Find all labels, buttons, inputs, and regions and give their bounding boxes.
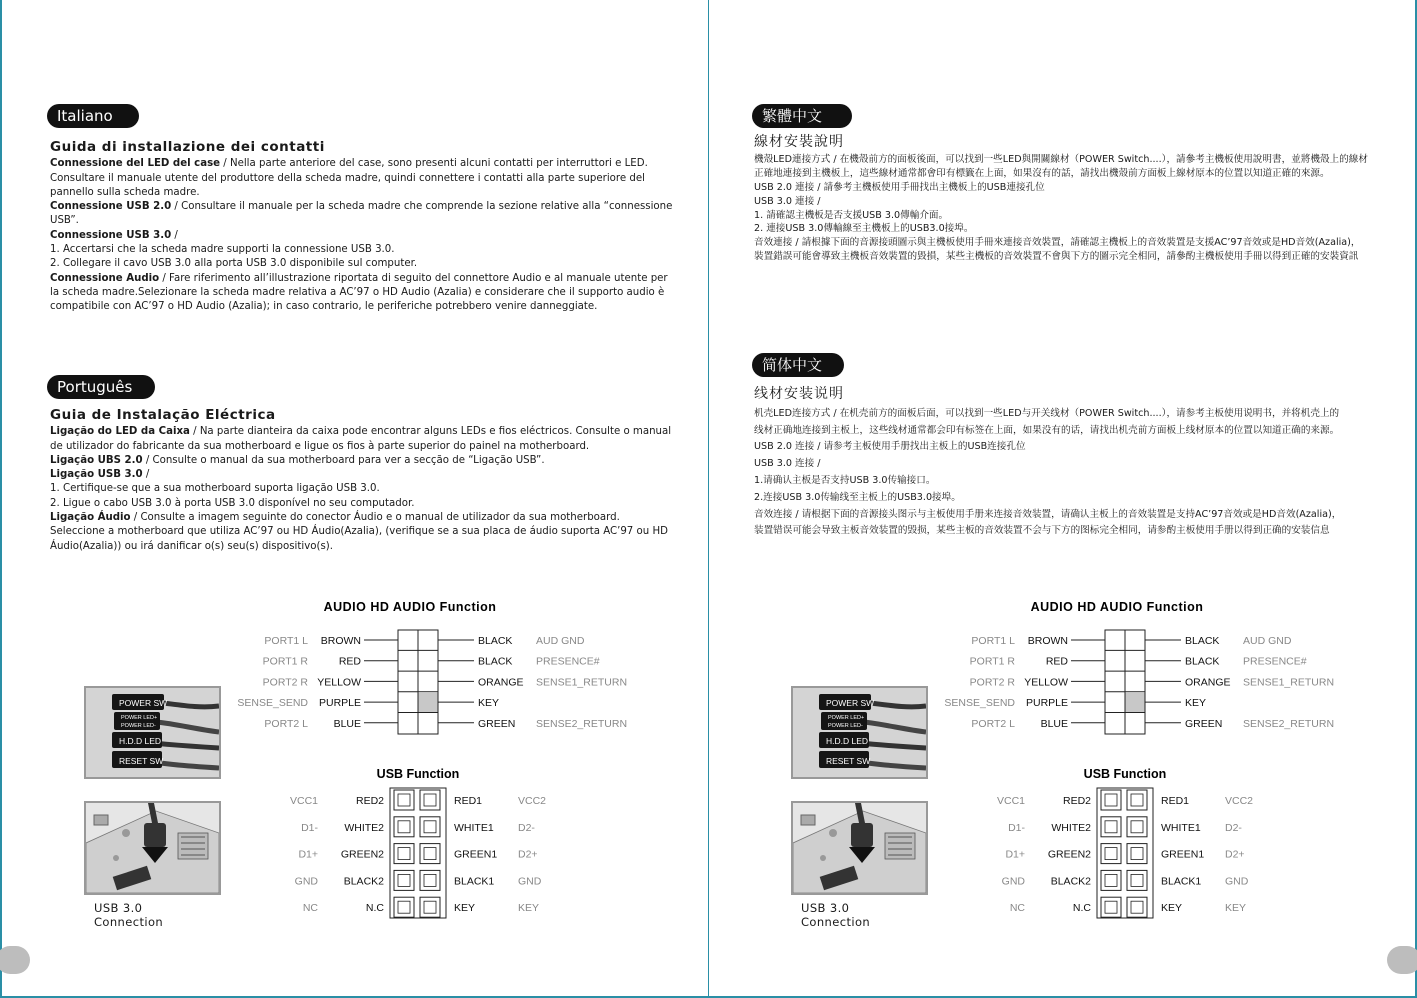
audio-left-label: PORT1 R xyxy=(969,655,1015,668)
portuguese-usb3-step2: 2. Ligue o cabo USB 3.0 à porta USB 3.0 disponível no seu computador. xyxy=(50,497,415,509)
usb-pin xyxy=(1101,870,1121,890)
usb-pinout-diagram xyxy=(270,764,570,920)
audio-function-title: AUDIO HD AUDIO Function xyxy=(1030,600,1204,614)
usb-left-color: WHITE2 xyxy=(344,821,384,834)
audio-right-label: SENSE2_RETURN xyxy=(536,717,628,730)
usb-right-label: VCC2 xyxy=(1225,795,1254,807)
power-led-plus-label: POWER LED+ xyxy=(828,715,865,721)
usb-pin xyxy=(1127,844,1147,864)
usb-right-label: GND xyxy=(518,875,542,888)
italian-led-paragraph: Connessione del LED del case / Nella parte anteriore del case, sono presenti alcuni contatti per interruttori e LED. Consultare il manuale utente del produttore della scheda madre, quindi connettere i contatti alla parte superiore del pannello sulla scheda madre. xyxy=(50,158,648,198)
usb-left-color: RED2 xyxy=(1062,795,1091,807)
usb-right-label: D2- xyxy=(1225,821,1242,834)
audio-right-color: KEY xyxy=(1185,697,1207,710)
usb-left-color: GREEN2 xyxy=(340,848,384,861)
trad-chinese-line1: 機殼LED連接方式 / 在機殼前方的面板後面，可以找到一些LED與開關線材（POWER Switch....），請參考主機板使用說明書，並將機殼上的線材正確地連接到主機板上，這些線材通常都會印有標籤在上面，如果沒有的話，請找出機殼前方面板上線材原本的位置以知道正確的來源。 xyxy=(754,153,1368,179)
usb-right-color: BLACK1 xyxy=(1161,875,1202,888)
trad-chinese-line5: 2. 連接USB 3.0傳輸線至主機板上的USB3.0接埠。 xyxy=(754,223,974,235)
audio-right-color: GREEN xyxy=(1185,717,1223,730)
audio-right-label: SENSE1_RETURN xyxy=(536,676,628,689)
audio-right-label: SENSE2_RETURN xyxy=(1243,717,1335,730)
page-tab-left xyxy=(0,946,30,974)
usb-function-title: USB Function xyxy=(376,767,460,781)
power-led-plus-label: POWER LED+ xyxy=(121,715,158,721)
usb-pin xyxy=(420,817,440,837)
usb-left-label: GND xyxy=(1001,875,1025,888)
usb-right-color: GREEN1 xyxy=(454,848,498,861)
audio-left-label: PORT2 R xyxy=(262,676,308,689)
usb-left-label: GND xyxy=(294,875,318,888)
page-tab-right xyxy=(1387,946,1417,974)
audio-right-color: KEY xyxy=(478,697,500,710)
usb-pin xyxy=(420,870,440,890)
simp-chinese-line2: USB 2.0 连接 / 请参考主板使用手册找出主板上的USB连接孔位 xyxy=(754,441,1026,453)
front-panel-connector-photo xyxy=(84,686,221,779)
usb-right-label: D2+ xyxy=(1225,848,1245,861)
audio-right-color: BLACK xyxy=(478,635,513,647)
lang-label-italian: Italiano xyxy=(47,104,139,128)
usb3-connection-caption: USB 3.0 Connection xyxy=(801,901,871,929)
portuguese-usb3-step1: 1. Certifique-se que a sua motherboard suporta ligação USB 3.0. xyxy=(50,483,380,495)
usb-right-color: WHITE1 xyxy=(1161,821,1201,834)
usb-right-label: D2+ xyxy=(518,848,538,861)
audio-left-color: BROWN xyxy=(1027,635,1068,647)
usb-pin xyxy=(394,897,414,917)
lang-label-portuguese: Português xyxy=(47,375,155,399)
audio-pinout-diagram xyxy=(230,596,650,738)
power-led-minus-label: POWER LED- xyxy=(828,723,863,729)
italian-title: Guida di installazione dei contatti xyxy=(50,139,325,155)
audio-key-pin xyxy=(1126,692,1145,712)
usb-pin xyxy=(1101,817,1121,837)
power-sw-label: POWER SW xyxy=(826,698,875,708)
lang-label-trad-chinese: 繁體中文 xyxy=(752,104,852,128)
usb-pin xyxy=(1127,790,1147,810)
usb-left-label: D1- xyxy=(301,821,318,834)
audio-pinout-diagram xyxy=(937,596,1357,738)
front-panel-connector-photo xyxy=(791,686,928,779)
italian-usb2-paragraph: Connessione USB 2.0 / Consultare il manuale per la scheda madre che comprende la sezione relative alla “connessione USB”. xyxy=(50,201,673,227)
usb-right-color: KEY xyxy=(454,902,476,915)
page-divider xyxy=(708,0,709,998)
audio-right-color: BLACK xyxy=(1185,655,1220,668)
usb-left-label: NC xyxy=(302,902,318,915)
lang-label-simp-chinese: 简体中文 xyxy=(752,353,844,377)
usb-right-color: RED1 xyxy=(1161,795,1190,807)
portuguese-section xyxy=(50,408,675,554)
usb-pin xyxy=(420,897,440,917)
usb-right-color: BLACK1 xyxy=(454,875,495,888)
usb3-connection-illustration xyxy=(793,803,926,893)
usb-right-label: KEY xyxy=(518,902,540,915)
audio-right-label: AUD GND xyxy=(1243,635,1292,647)
portuguese-usb2-paragraph: Ligação UBS 2.0 / Consulte o manual da sua motherboard para ver a secção de “Ligação USB”. xyxy=(50,454,545,466)
usb3-connection-illustration xyxy=(86,803,219,893)
usb3-connection-caption: USB 3.0 Connection xyxy=(94,901,164,929)
trad-chinese-line3: USB 3.0 連接 / xyxy=(754,195,821,207)
audio-left-label: PORT2 R xyxy=(969,676,1015,689)
usb-left-color: BLACK2 xyxy=(343,875,384,888)
audio-right-label: PRESENCE# xyxy=(1243,655,1307,668)
simp-chinese-line5: 2.连接USB 3.0传输线至主板上的USB3.0接埠。 xyxy=(754,491,961,503)
usb3-motherboard-photo xyxy=(84,801,221,895)
usb-left-color: WHITE2 xyxy=(1051,821,1091,834)
simp-chinese-section xyxy=(754,386,1344,540)
italian-usb3-step1: 1. Accertarsi che la scheda madre supporti la connessione USB 3.0. xyxy=(50,244,395,256)
italian-section xyxy=(50,140,675,315)
usb-function-title: USB Function xyxy=(1083,767,1167,781)
usb-right-label: VCC2 xyxy=(518,795,547,807)
audio-right-label: AUD GND xyxy=(536,635,585,647)
usb-right-label: GND xyxy=(1225,875,1249,888)
simp-chinese-line3: USB 3.0 连接 / xyxy=(754,458,821,470)
trad-chinese-section xyxy=(754,136,1369,264)
reset-sw-label: RESET SW xyxy=(826,756,871,766)
trad-chinese-line6: 音效連接 / 請根據下面的音源接頭圖示與主機板使用手冊來連接音效裝置，請確認主機板上的音效裝置是支援AC’97音效或是HD音效(Azalia)，裝置錯誤可能會導致主機板音效裝置的毀損，某些主機板的音效裝置不會與下方的圖示完全相同，請參酌主機板使用手冊以得到正確的安裝資訊 xyxy=(754,237,1361,263)
audio-left-color: PURPLE xyxy=(1025,697,1068,710)
usb-left-label: VCC1 xyxy=(289,795,318,807)
usb-left-label: VCC1 xyxy=(996,795,1025,807)
usb-pinout-diagram xyxy=(977,764,1277,920)
usb-right-color: GREEN1 xyxy=(1161,848,1205,861)
audio-right-color: ORANGE xyxy=(1185,676,1231,689)
front-panel-connector-illustration xyxy=(793,688,926,777)
usb-left-label: NC xyxy=(1009,902,1025,915)
usb-pin xyxy=(1127,870,1147,890)
usb-pin xyxy=(1101,844,1121,864)
usb-pin xyxy=(1101,790,1121,810)
italian-audio-paragraph: Connessione Audio / Fare riferimento all’illustrazione riportata di seguito del connettore Audio e al manuale utente per la scheda madre.Selezionare la scheda madre relativa a AC’97 o HD Audio (Azalia) e considerare che il supporto audio è compatibile con AC’97 o HD Audio (Azalia); in caso contrario, le periferiche potrebbero venire danneggiate. xyxy=(50,272,668,313)
audio-left-color: YELLOW xyxy=(317,676,361,689)
audio-left-label: PORT2 L xyxy=(971,717,1015,730)
hdd-led-label: H.D.D LED xyxy=(826,736,869,746)
audio-left-label: PORT1 L xyxy=(264,635,308,647)
audio-left-color: BROWN xyxy=(320,635,361,647)
trad-chinese-title: 線材安裝說明 xyxy=(754,134,844,150)
audio-left-color: RED xyxy=(1045,655,1068,668)
audio-left-color: YELLOW xyxy=(1024,676,1068,689)
usb-left-label: D1+ xyxy=(1005,848,1025,861)
usb-pin xyxy=(394,790,414,810)
hdd-led-label: H.D.D LED xyxy=(119,736,162,746)
usb-pin xyxy=(394,817,414,837)
simp-chinese-title: 线材安装说明 xyxy=(754,386,844,402)
usb-left-color: N.C xyxy=(1072,902,1091,915)
portuguese-led-paragraph: Ligação do LED da Caixa / Na parte dianteira da caixa pode encontrar alguns LEDs e fios eléctricos. Consulte o manual de utilizador do fabricante da sua motherboard e ligue os fios à parte superior do painel na motherboard. xyxy=(50,426,672,452)
italian-usb3-step2: 2. Collegare il cavo USB 3.0 alla porta USB 3.0 disponibile sul computer. xyxy=(50,258,418,270)
simp-chinese-line1: 机壳LED连接方式 / 在机壳前方的面板后面，可以找到一些LED与开关线材（POWER Switch....），请参考主板使用说明书，并将机壳上的线材正确地连接到主板上，这些线材通常都会印有标签在上面，如果没有的话，请找出机壳前方面板上线材原本的位置以知道正确的来源。 xyxy=(754,407,1340,436)
audio-left-label: PORT1 L xyxy=(971,635,1015,647)
usb-left-color: RED2 xyxy=(355,795,384,807)
usb-left-color: GREEN2 xyxy=(1047,848,1091,861)
reset-sw-label: RESET SW xyxy=(119,756,164,766)
power-sw-label: POWER SW xyxy=(119,698,168,708)
audio-left-label: SENSE_SEND xyxy=(944,697,1015,710)
audio-right-color: BLACK xyxy=(478,655,513,668)
simp-chinese-line6: 音效连接 / 请根据下面的音源接头图示与主板使用手册来连接音效装置，请确认主板上的音效装置是支持AC’97音效或是HD音效(Azalia)，装置错误可能会导致主板音效装置的毁损，某些主板的音效装置不会与下方的图标完全相同，请参酌主板使用手册以得到正确的安装信息 xyxy=(754,508,1342,537)
usb-left-color: N.C xyxy=(365,902,384,915)
usb-pin xyxy=(420,790,440,810)
usb-right-label: KEY xyxy=(1225,902,1247,915)
audio-key-pin xyxy=(419,692,438,712)
usb-right-color: KEY xyxy=(1161,902,1183,915)
audio-left-color: BLUE xyxy=(1040,717,1068,730)
simp-chinese-line4: 1.请确认主板是否支持USB 3.0传输接口。 xyxy=(754,474,936,486)
audio-right-color: GREEN xyxy=(478,717,516,730)
usb-pin xyxy=(1127,817,1147,837)
portuguese-usb3-paragraph: Ligação USB 3.0 / xyxy=(50,469,150,481)
trad-chinese-line4: 1. 請確認主機板是否支援USB 3.0傳輸介面。 xyxy=(754,209,949,221)
usb-pin xyxy=(394,870,414,890)
audio-left-color: RED xyxy=(338,655,361,668)
usb-right-color: WHITE1 xyxy=(454,821,494,834)
audio-right-color: ORANGE xyxy=(478,676,524,689)
audio-left-color: PURPLE xyxy=(318,697,361,710)
power-led-minus-label: POWER LED- xyxy=(121,723,156,729)
front-panel-connector-illustration xyxy=(86,688,219,777)
audio-right-label: SENSE1_RETURN xyxy=(1243,676,1335,689)
audio-left-label: PORT1 R xyxy=(262,655,308,668)
usb-left-label: D1- xyxy=(1008,821,1025,834)
audio-function-title: AUDIO HD AUDIO Function xyxy=(323,600,497,614)
usb-right-color: RED1 xyxy=(454,795,483,807)
italian-usb3-paragraph: Connessione USB 3.0 / xyxy=(50,229,178,241)
usb-pin xyxy=(420,844,440,864)
usb-pin xyxy=(1127,897,1147,917)
usb-pin xyxy=(394,844,414,864)
audio-right-color: BLACK xyxy=(1185,635,1220,647)
usb-left-color: BLACK2 xyxy=(1050,875,1091,888)
audio-left-label: SENSE_SEND xyxy=(237,697,308,710)
usb3-motherboard-photo xyxy=(791,801,928,895)
audio-right-label: PRESENCE# xyxy=(536,655,600,668)
audio-left-label: PORT2 L xyxy=(264,717,308,730)
usb-left-label: D1+ xyxy=(298,848,318,861)
audio-left-color: BLUE xyxy=(333,717,361,730)
portuguese-audio-paragraph: Ligação Áudio / Consulte a imagem seguinte do conector Áudio e o manual de utilizador da sua motherboard. Seleccione a motherboard que utiliza AC’97 ou HD Áudio(Azalia), (verifique se a sua placa de áudio suporta AC’97 ou HD Áudio(Azalia)) ou irá danificar o(s) seu(s) dispositivo(s). xyxy=(50,512,668,552)
usb-right-label: D2- xyxy=(518,821,535,834)
trad-chinese-line2: USB 2.0 連接 / 請參考主機板使用手冊找出主機板上的USB連接孔位 xyxy=(754,181,1045,193)
usb-pin xyxy=(1101,897,1121,917)
portuguese-title: Guia de Instalação Eléctrica xyxy=(50,407,276,423)
